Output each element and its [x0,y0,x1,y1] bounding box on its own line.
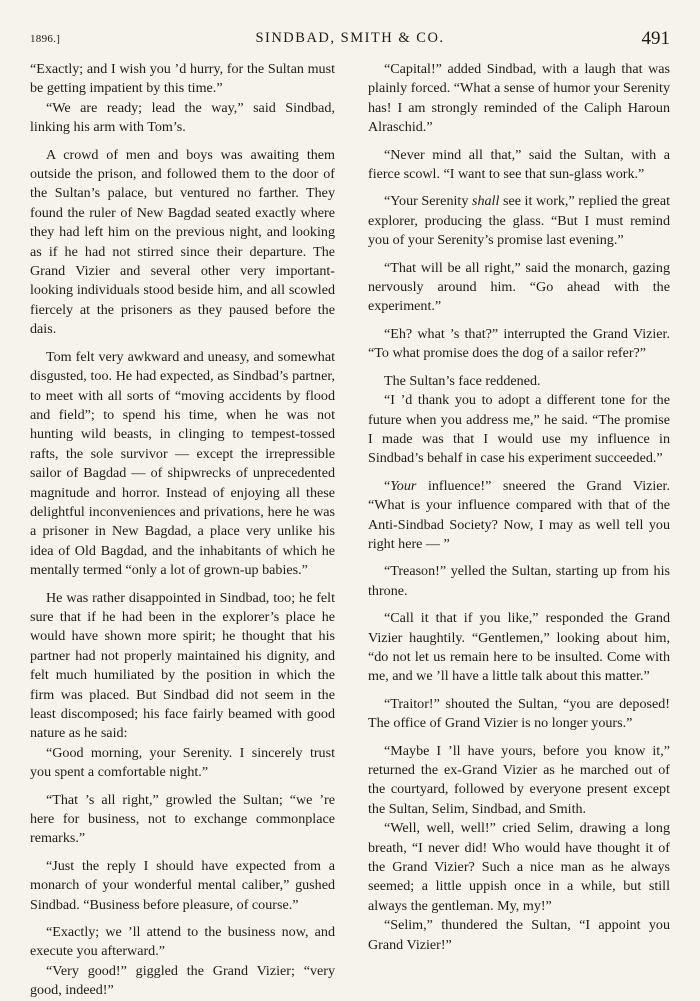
paragraph: “Traitor!” shouted the Sultan, “you are deposed! The office of Grand Vizier is no longer yours.” [368,695,670,732]
emphasis: Your [390,477,417,494]
header-year: 1896.] [30,33,61,45]
header-title: SINDBAD, SMITH & CO. [255,30,445,46]
page-number: 491 [641,28,670,49]
left-column [30,60,335,1001]
paragraph: Tom felt very awkward and uneasy, and somewhat disgusted, too. He had expected, as Sindbad’s partner, to meet with all sorts of “moving accidents by flood and field”; to spend his time, when he was not hunting wild beasts, in clinging to tempest-tossed rafts, the sole survivor — except the irrepressible sailor of Bagdad — of shipwrecks of unprecedented magnitude and horror. Instead of enjoying all these delightful inconveniences and privations, here he was a prisoner in New Bagdad, a place very unlike his idea of Old Bagdad, and the inhabitants of which he mentally termed “only a lot of grown-up babies.” [30,348,335,579]
paragraph: “Maybe I ’ll have yours, before you know it,” returned the ex-Grand Vizier as he marched out of the courtyard, followed by everyone present except the Sultan, Selim, Sindbad, and Smith. [368,742,670,817]
paragraph: “We are ready; lead the way,” said Sindbad, linking his arm with Tom’s. [30,99,335,136]
running-header [30,28,670,50]
paragraph: “Good morning, your Serenity. I sincerely trust you spent a comfortable night.” [30,744,335,781]
paragraph: “Selim,” thundered the Sultan, “I appoint you Grand Vizier!” [368,917,670,953]
paragraph: “Exactly; we ’ll attend to the business now, and execute you afterward.” [30,924,335,960]
paragraph: “Never mind all that,” said the Sultan, with a fierce scowl. “I want to see that sun-glass work.” [368,146,670,183]
paragraph: He was rather disappointed in Sindbad, too; he felt sure that if he had been in the explorer’s place he would have shown more spirit; he thought that his partner had not properly maintained his dignity, and felt much humiliated by the position in which the firm was placed. But Sindbad did not seem in the least discomposed; his face fairly beamed with good nature as he said: [30,589,335,742]
paragraph: “Your influence!” sneered the Grand Vizier. “What is your influence compared with that of the Anti-Sindbad Society? Now, I may as well tell you right here — ” [368,477,670,552]
emphasis: shall [471,193,500,210]
paragraph: “That ’s all right,” growled the Sultan; “we ’re here for business, not to exchange commonplace remarks.” [30,791,335,847]
paragraph: “That will be all right,” said the monarch, gazing nervously around him. “Go ahead with the experiment.” [368,259,670,315]
right-column [368,60,670,955]
paragraph: “Well, well, well!” cried Selim, drawing a long breath, “I never did! Who would have thought it of the Grand Vizier? Such a nice man as he always seemed; a little uppish once in a while, but still always the gentleman. My, my!” [368,820,670,914]
paragraph: The Sultan’s face reddened. [384,372,541,389]
paragraph: “Your Serenity shall see it work,” replied the great explorer, producing the glass. “But I must remind you of your Serenity’s promise last evening.” [368,193,670,249]
paragraph: “Call it that if you like,” responded the Grand Vizier haughtily. “Gentlemen,” looking about him, “do not let us remain here to be insulted. Come with me, and we ’ll have a little talk about this matter.” [368,610,670,685]
paragraph: “Treason!” yelled the Sultan, starting up from his throne. [368,563,670,599]
paragraph: “Very good!” giggled the Grand Vizier; “very good, indeed!” [30,962,335,999]
paragraph: “Eh? what ’s that?” interrupted the Grand Vizier. “To what promise does the dog of a sailor refer?” [368,325,670,362]
paragraph: “Capital!” added Sindbad, with a laugh that was plainly forced. “What a sense of humor your Serenity has! I am strongly reminded of the Caliph Haroun Alraschid.” [368,61,670,136]
paragraph: “Exactly; and I wish you ’d hurry, for the Sultan must be getting impatient by this time.” [30,61,335,97]
paragraph: “Just the reply I should have expected from a monarch of your wonderful mental caliber,” gushed Sindbad. “Business before pleasure, of course.” [30,857,335,913]
paragraph: A crowd of men and boys was awaiting them outside the prison, and followed them to the door of the Sultan’s palace, but ventured no farther. They found the ruler of New Bagdad seated exactly where they had left him on the previous night, and looking as if he had not stirred since their departure. The Grand Vizier and several other very important-looking individuals stood beside him, and all scowled fiercely at the prisoners as they paused before the dais. [30,146,335,338]
paragraph: “I ’d thank you to adopt a different tone for the future when you address me,” he said. “The promise I made was that I would use my influence in Sindbad’s behalf in case his experiment succeeded.” [368,392,670,467]
